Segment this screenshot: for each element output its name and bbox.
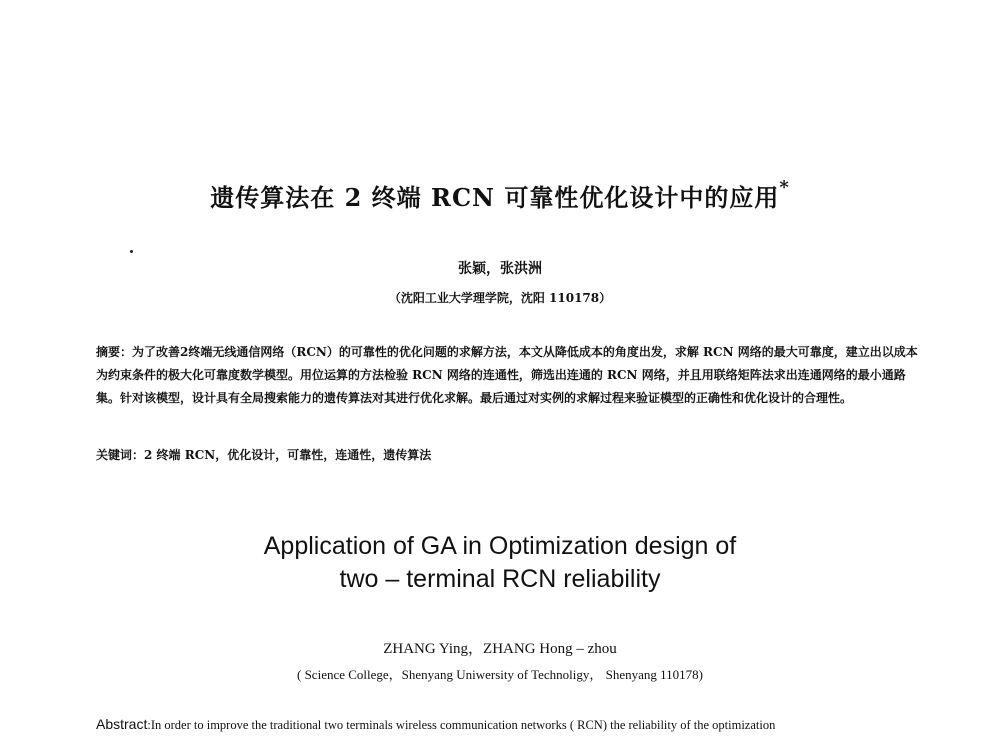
title-footnote-mark: * bbox=[779, 177, 790, 198]
english-title bbox=[0, 530, 1000, 596]
chinese-keywords-label: 关键词： bbox=[96, 448, 145, 462]
chinese-abstract-label: 摘要： bbox=[96, 345, 133, 359]
chinese-keywords-text: 2 终端 RCN，优化设计，可靠性，连通性，遗传算法 bbox=[144, 448, 432, 462]
english-abstract-separator: : bbox=[147, 718, 151, 732]
english-authors: ZHANG Ying，ZHANG Hong – zhou bbox=[383, 641, 617, 657]
english-abstract-label: Abstract bbox=[96, 716, 148, 732]
chinese-abstract bbox=[96, 341, 922, 410]
chinese-title-text: 遗传算法在 2 终端 RCN 可靠性优化设计中的应用 bbox=[210, 183, 780, 212]
english-abstract bbox=[96, 716, 922, 733]
english-title-line-2: two – terminal RCN reliability bbox=[339, 565, 661, 593]
english-title-line-1: Application of GA in Optimization design of bbox=[263, 532, 737, 560]
stray-dot bbox=[130, 250, 133, 253]
chinese-authors: 张颖，张洪洲 bbox=[458, 261, 542, 277]
chinese-abstract-text: 为了改善2终端无线通信网络（RCN）的可靠性的优化问题的求解方法，本文从降低成本的角度出发，求解 RCN 网络的最大可靠度，建立出以成本为约束条件的极大化可靠度数学模型。用位运算的方法检验 RCN 网络的连通性，筛选出连通的 RCN 网络，并且用联络矩阵法求出连通网络的最小通路集。针对该模型，设计具有全局搜索能力的遗传算法对其进行优化求解。最后通过对实例的求解过程来验证模型的正确性和优化设计的合理性。 bbox=[96, 345, 918, 405]
english-abstract-text: In order to improve the traditional two terminals wireless communication networks ( RCN) the reliability of the optimization bbox=[150, 718, 776, 732]
chinese-keywords bbox=[96, 446, 922, 463]
chinese-title bbox=[0, 178, 1000, 213]
chinese-affiliation: （沈阳工业大学理学院，沈阳 110178） bbox=[388, 291, 612, 305]
english-affiliation: ( Science College，Shenyang Uniwersity of Technoligy， Shenyang 110178) bbox=[297, 667, 703, 682]
